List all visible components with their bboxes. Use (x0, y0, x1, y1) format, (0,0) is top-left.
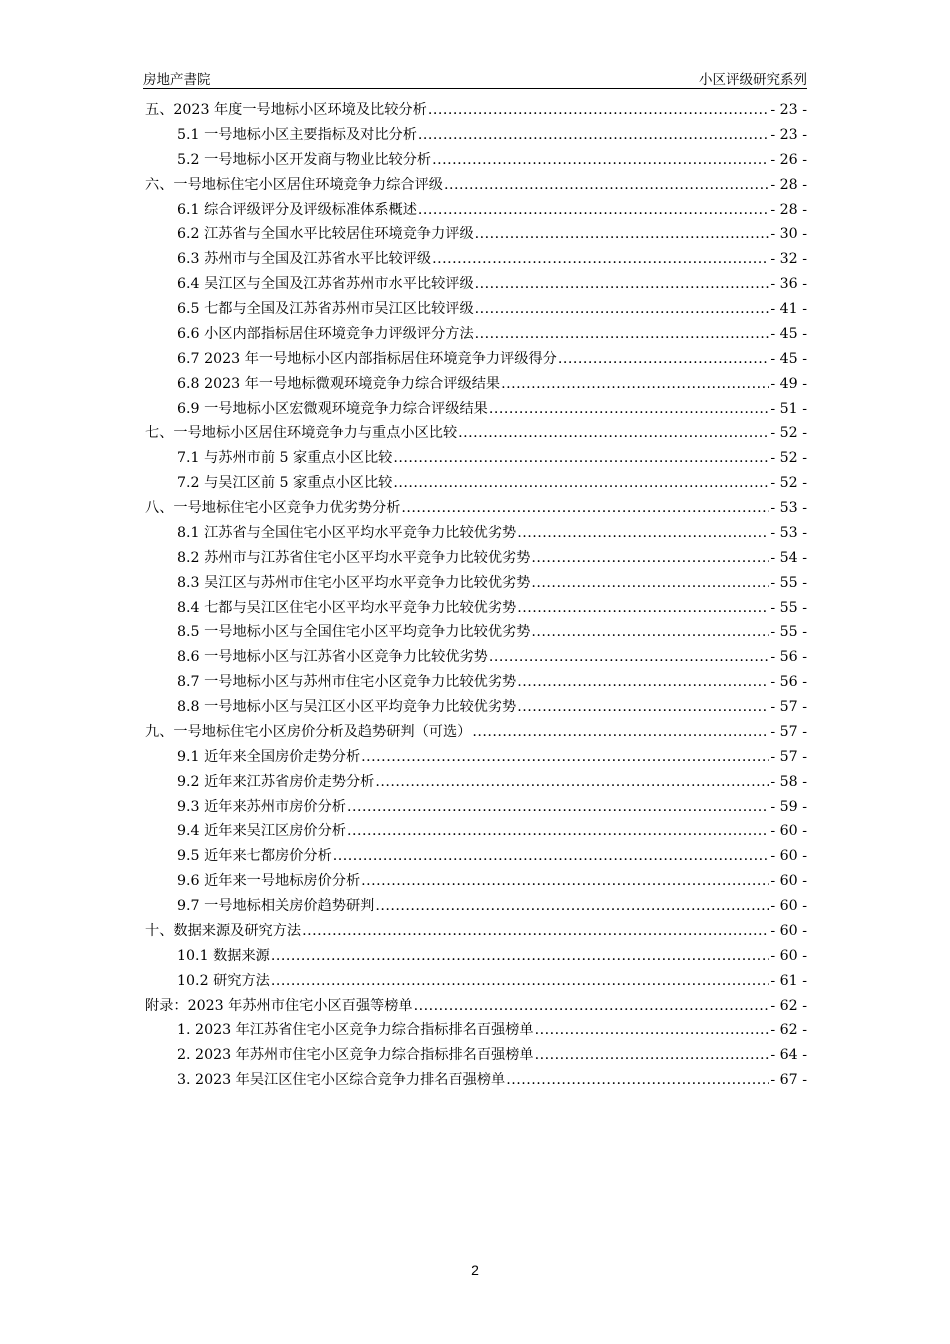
toc-entry-page: - 56 - (770, 674, 807, 691)
toc-section-entry[interactable] (145, 944, 807, 969)
toc-chapter-entry[interactable] (145, 496, 807, 521)
toc-entry-page: - 55 - (770, 574, 807, 591)
toc-dot-leader (506, 1068, 769, 1093)
toc-section-entry[interactable] (145, 795, 807, 820)
toc-section-entry[interactable] (145, 819, 807, 844)
toc-entry-page: - 57 - (770, 748, 807, 765)
toc-entry-page: - 64 - (770, 1047, 807, 1064)
toc-entry-page: - 62 - (770, 997, 807, 1014)
toc-entry-title: 9.1 近年来全国房价走势分析 (177, 748, 361, 765)
toc-entry-page: - 26 - (770, 151, 807, 168)
toc-section-entry[interactable] (145, 969, 807, 994)
toc-entry-page: - 28 - (770, 176, 807, 193)
toc-entry-title: 9.5 近年来七都房价分析 (177, 848, 332, 865)
toc-dot-leader (418, 198, 769, 223)
page-header (143, 66, 807, 89)
toc-dot-leader (472, 720, 769, 745)
toc-entry-title: 6.9 一号地标小区宏微观环境竞争力综合评级结果 (177, 400, 488, 417)
toc-entry-page: - 28 - (770, 201, 807, 218)
toc-entry-title: 2. 2023 年苏州市住宅小区竞争力综合指标排名百强榜单 (177, 1047, 534, 1064)
toc-dot-leader (517, 521, 769, 546)
toc-chapter-entry[interactable] (145, 98, 807, 123)
toc-entry-page: - 36 - (770, 276, 807, 293)
toc-entry-page: - 60 - (770, 898, 807, 914)
toc-entry-page: - 54 - (770, 549, 807, 566)
toc-entry-page: - 60 - (770, 848, 807, 865)
toc-dot-leader (517, 670, 769, 695)
toc-entry-title: 6.2 江苏省与全国水平比较居住环境竞争力评级 (177, 226, 474, 243)
toc-dot-leader (302, 919, 769, 944)
toc-dot-leader (444, 173, 769, 198)
toc-entry-page: - 52 - (770, 450, 807, 467)
toc-entry-page: - 55 - (770, 599, 807, 616)
toc-dot-leader (347, 795, 769, 820)
toc-dot-leader (428, 98, 770, 123)
page-number: 2 (471, 1262, 479, 1278)
toc-section-entry[interactable] (145, 123, 807, 148)
toc-entry-title: 3. 2023 年吴江区住宅小区综合竞争力排名百强榜单 (177, 1072, 506, 1089)
toc-section-entry[interactable] (145, 670, 807, 695)
toc-entry-title: 7.1 与苏州市前 5 家重点小区比较 (177, 450, 393, 467)
toc-section-entry[interactable] (145, 869, 807, 894)
toc-entry-title: 6.3 苏州市与全国及江苏省水平比较评级 (177, 251, 432, 268)
toc-chapter-entry[interactable] (145, 421, 807, 446)
toc-entry-title: 八、一号地标住宅小区竞争力优劣势分析 (145, 500, 401, 516)
toc-entry-page: - 60 - (770, 922, 807, 939)
toc-entry-title: 8.4 七都与吴江区住宅小区平均水平竞争力比较优劣势 (177, 599, 517, 616)
toc-chapter-entry[interactable] (145, 994, 807, 1019)
header-publisher: 房地产書院 (143, 72, 211, 88)
toc-entry-page: - 30 - (770, 226, 807, 243)
toc-section-entry[interactable] (145, 446, 807, 471)
toc-section-entry[interactable] (145, 620, 807, 645)
toc-dot-leader (375, 894, 769, 919)
toc-entry-page: - 52 - (770, 425, 807, 442)
toc-dot-leader (517, 695, 769, 720)
toc-dot-leader (475, 322, 770, 347)
toc-section-entry[interactable] (145, 397, 807, 422)
toc-section-entry[interactable] (145, 596, 807, 621)
toc-entry-title: 5.2 一号地标小区开发商与物业比较分析 (177, 151, 432, 168)
toc-dot-leader (531, 546, 769, 571)
toc-entry-page: - 52 - (770, 475, 807, 492)
toc-entry-title: 七、一号地标小区居住环境竞争力与重点小区比较 (145, 425, 458, 442)
toc-dot-leader (432, 247, 769, 272)
toc-entry-title: 8.2 苏州市与江苏省住宅小区平均水平竞争力比较优劣势 (177, 549, 531, 566)
toc-entry-page: - 23 - (770, 102, 807, 118)
toc-dot-leader (501, 372, 769, 397)
toc-entry-title: 九、一号地标住宅小区房价分析及趋势研判（可选） (145, 723, 472, 740)
toc-entry-title: 9.6 近年来一号地标房价分析 (177, 873, 361, 890)
toc-chapter-entry[interactable] (145, 919, 807, 944)
toc-entry-title: 8.3 吴江区与苏州市住宅小区平均水平竞争力比较优劣势 (177, 574, 531, 591)
header-series-title: 小区评级研究系列 (699, 72, 807, 88)
toc-entry-title: 1. 2023 年江苏省住宅小区竞争力综合指标排名百强榜单 (177, 1022, 534, 1039)
toc-dot-leader (458, 421, 769, 446)
toc-section-entry[interactable] (145, 546, 807, 571)
toc-entry-page: - 60 - (770, 947, 807, 964)
toc-section-entry[interactable] (145, 844, 807, 869)
toc-section-entry[interactable] (145, 272, 807, 297)
toc-entry-page: - 51 - (770, 400, 807, 417)
toc-entry-title: 6.7 2023 年一号地标小区内部指标居住环境竞争力评级得分 (177, 350, 557, 367)
toc-entry-page: - 56 - (770, 649, 807, 666)
toc-entry-page: - 53 - (770, 500, 807, 516)
toc-dot-leader (535, 1018, 770, 1043)
toc-section-entry[interactable] (145, 1043, 807, 1068)
toc-entry-title: 6.1 综合评级评分及评级标准体系概述 (177, 201, 417, 218)
toc-chapter-entry[interactable] (145, 173, 807, 198)
toc-section-entry[interactable] (145, 645, 807, 670)
toc-entry-title: 9.2 近年来江苏省房价走势分析 (177, 773, 375, 790)
toc-entry-title: 6.8 2023 年一号地标微观环境竞争力综合评级结果 (177, 375, 501, 392)
toc-section-entry[interactable] (145, 297, 807, 322)
toc-dot-leader (489, 397, 770, 422)
toc-dot-leader (432, 148, 769, 173)
toc-section-entry[interactable] (145, 471, 807, 496)
toc-dot-leader (361, 745, 769, 770)
toc-entry-title: 五、2023 年度一号地标小区环境及比较分析 (145, 102, 427, 118)
toc-dot-leader (531, 620, 769, 645)
toc-entry-page: - 53 - (770, 524, 807, 541)
toc-entry-page: - 60 - (770, 873, 807, 890)
toc-entry-title: 6.6 小区内部指标居住环境竞争力评级评分方法 (177, 325, 474, 342)
toc-entry-page: - 23 - (770, 126, 807, 143)
toc-entry-title: 10.1 数据来源 (177, 947, 270, 964)
toc-section-entry[interactable] (145, 372, 807, 397)
toc-dot-leader (475, 272, 770, 297)
toc-entry-title: 6.4 吴江区与全国及江苏省苏州市水平比较评级 (177, 276, 474, 293)
toc-entry-title: 6.5 七都与全国及江苏省苏州市吴江区比较评级 (177, 301, 474, 317)
toc-dot-leader (271, 944, 769, 969)
toc-dot-leader (475, 222, 770, 247)
toc-entry-page: - 57 - (770, 699, 807, 715)
toc-entry-page: - 32 - (770, 251, 807, 268)
toc-dot-leader (271, 969, 769, 994)
toc-entry-title: 六、一号地标住宅小区居住环境竞争力综合评级 (145, 176, 443, 193)
toc-chapter-entry[interactable] (145, 720, 807, 745)
toc-entry-page: - 67 - (770, 1072, 807, 1089)
toc-section-entry[interactable] (145, 571, 807, 596)
toc-dot-leader (393, 471, 769, 496)
toc-entry-page: - 61 - (770, 972, 807, 989)
toc-entry-title: 8.6 一号地标小区与江苏省小区竞争力比较优劣势 (177, 649, 488, 666)
toc-entry-page: - 58 - (770, 773, 807, 790)
toc-section-entry[interactable] (145, 1018, 807, 1043)
toc-entry-title: 9.3 近年来苏州市房价分析 (177, 798, 346, 815)
toc-section-entry[interactable] (145, 745, 807, 770)
toc-entry-title: 9.4 近年来吴江区房价分析 (177, 823, 346, 840)
toc-entry-page: - 59 - (770, 798, 807, 815)
toc-section-entry[interactable] (145, 198, 807, 223)
toc-entry-title: 8.7 一号地标小区与苏州市住宅小区竞争力比较优劣势 (177, 674, 517, 691)
toc-section-entry[interactable] (145, 894, 807, 919)
toc-dot-leader (393, 446, 769, 471)
toc-dot-leader (333, 844, 770, 869)
table-of-contents (145, 98, 807, 1093)
toc-dot-leader (558, 347, 770, 372)
toc-entry-title: 9.7 一号地标相关房价趋势研判 (177, 898, 375, 914)
toc-section-entry[interactable] (145, 322, 807, 347)
toc-entry-page: - 45 - (770, 350, 807, 367)
toc-dot-leader (535, 1043, 770, 1068)
toc-dot-leader (347, 819, 769, 844)
toc-section-entry[interactable] (145, 148, 807, 173)
toc-section-entry[interactable] (145, 1068, 807, 1093)
toc-entry-title: 10.2 研究方法 (177, 972, 270, 989)
toc-dot-leader (375, 770, 769, 795)
toc-entry-page: - 41 - (770, 301, 807, 317)
toc-entry-page: - 55 - (770, 624, 807, 641)
toc-entry-page: - 45 - (770, 325, 807, 342)
toc-entry-page: - 60 - (770, 823, 807, 840)
toc-entry-title: 5.1 一号地标小区主要指标及对比分析 (177, 126, 417, 143)
toc-entry-page: - 57 - (770, 723, 807, 740)
toc-entry-title: 8.1 江苏省与全国住宅小区平均水平竞争力比较优劣势 (177, 524, 517, 541)
toc-section-entry[interactable] (145, 521, 807, 546)
toc-dot-leader (418, 123, 769, 148)
toc-section-entry[interactable] (145, 770, 807, 795)
toc-entry-page: - 49 - (770, 375, 807, 392)
toc-dot-leader (401, 496, 769, 521)
toc-entry-title: 8.5 一号地标小区与全国住宅小区平均竞争力比较优劣势 (177, 624, 531, 641)
toc-dot-leader (517, 596, 769, 621)
toc-section-entry[interactable] (145, 695, 807, 720)
toc-entry-title: 7.2 与吴江区前 5 家重点小区比较 (177, 475, 393, 492)
toc-entry-title: 8.8 一号地标小区与吴江区小区平均竞争力比较优劣势 (177, 699, 517, 715)
toc-entry-title: 附录：2023 年苏州市住宅小区百强等榜单 (145, 997, 413, 1014)
toc-section-entry[interactable] (145, 347, 807, 372)
toc-section-entry[interactable] (145, 222, 807, 247)
toc-dot-leader (414, 994, 770, 1019)
toc-dot-leader (361, 869, 769, 894)
toc-dot-leader (531, 571, 769, 596)
toc-dot-leader (475, 297, 770, 322)
toc-dot-leader (489, 645, 770, 670)
toc-entry-page: - 62 - (770, 1022, 807, 1039)
toc-section-entry[interactable] (145, 247, 807, 272)
toc-entry-title: 十、数据来源及研究方法 (145, 922, 302, 939)
